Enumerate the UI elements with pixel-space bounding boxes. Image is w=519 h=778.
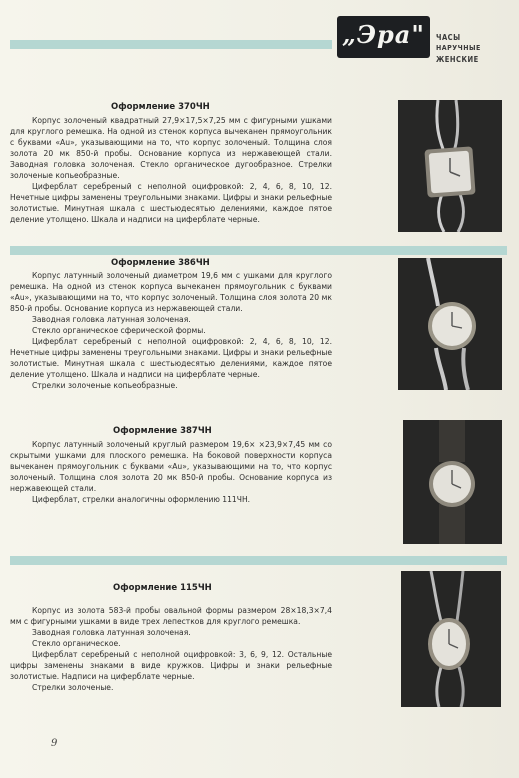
paragraph: Стрелки золоченые. (32, 683, 114, 692)
paragraph: Циферблат серебреный с неполной оцифровкой: 2, 4, 6, 8, 10, 12. Нечетные цифры заменены треугольными знаками. Цифры и знаки рельефные золотистые. Минутная шкала с шестьюдесятью делениями, каждое пятое деление утолщено. Шкала и надписи на циферблате черные. (10, 337, 332, 379)
paragraph: Стекло органическое сферической формы. (32, 326, 206, 335)
watch-photo-370 (398, 100, 502, 232)
paragraph: Стекло органическое. (32, 639, 121, 648)
paragraph: Заводная головка латунная золоченая. (32, 628, 191, 637)
section-title: Оформление 370ЧН (111, 102, 210, 112)
section-title: Оформление 386ЧН (111, 258, 210, 268)
page-number: 9 (51, 738, 58, 749)
watch-photo-115 (401, 571, 501, 707)
watch-photo-387 (403, 420, 502, 544)
paragraph: Корпус латунный золоченый круглый размером 19,6× ×23,9×7,45 мм со скрытыми ушками для плоского ремешка. На боковой поверхности корпуса вычеканен прямоугольник с буквами «Au», указывающими на то, что корпус золоченый. Толщина слоя золота 20 мк 850-й пробы. Основание корпуса из нержавеющей стали. (10, 440, 332, 493)
product-line-2: НАРУЧНЫЕ (436, 44, 481, 52)
paragraph: Стрелки золоченые копьеобразные. (32, 381, 178, 390)
section-divider (10, 556, 507, 565)
paragraph: Заводная головка латунная золоченая. (32, 315, 191, 324)
paragraph: Циферблат серебреный с неполной оцифровкой: 3, 6, 9, 12. Остальные цифры заменены знаками в виде кружков. Цифры и знаки рельефные золотистые. Надписи на циферблате черные. (10, 650, 332, 681)
product-category (436, 32, 516, 65)
paragraph: Корпус латунный золоченый диаметром 19,6 мм с ушками для круглого ремешка. На одной из стенок корпуса вычеканен прямоугольник с буквами «Au», указывающими на то, что корпус золоченый. Толщина слоя золота 20 мк 850-й пробы. Основание корпуса из нержавеющей стали. (10, 271, 332, 313)
section-text (10, 605, 332, 693)
product-line-3: ЖЕНСКИЕ (436, 55, 479, 64)
paragraph: Корпус из золота 583-й пробы овальной формы размером 28×18,3×7,4 мм с фигурными ушками в виде трех лепестков для круглого ремешка. (10, 606, 332, 626)
paragraph: Циферблат серебреный с неполной оцифровкой: 2, 4, 6, 8, 10, 12. Нечетные цифры заменены треугольными знаками. Цифры и знаки рельефные золотистые. Минутная шкала с шестьюдесятью делениями, каждое пятое деление утолщено. Шкала и надписи на циферблате черные. (10, 182, 332, 224)
paragraph: Циферблат, стрелки аналогичны оформлению 111ЧН. (32, 495, 251, 504)
brand-logo-box (337, 16, 430, 58)
section-text (10, 115, 332, 225)
section-text (10, 270, 332, 391)
product-line-1: ЧАСЫ (436, 33, 461, 42)
section-title: Оформление 387ЧН (113, 426, 212, 436)
section-divider (10, 246, 507, 255)
section-text (10, 439, 332, 505)
watch-photo-386 (398, 258, 502, 390)
section-title: Оформление 115ЧН (113, 583, 212, 593)
paragraph: Корпус золоченый квадратный 27,9×17,5×7,25 мм с фигурными ушками для круглого ремешка. На одной из стенок корпуса вычеканен прямоугольник с буквами «Au», указывающими на то, что корпус золоченый. Толщина слоя золота 20 мк 850-й пробы. Основание корпуса из нержавеющей стали. Заводная головка золоченая. Стекло органическое дугообразное. Стрелки золоченые копьеобразные. (10, 116, 332, 180)
brand-logo: „Эра" (342, 20, 425, 49)
header-divider (10, 40, 332, 49)
